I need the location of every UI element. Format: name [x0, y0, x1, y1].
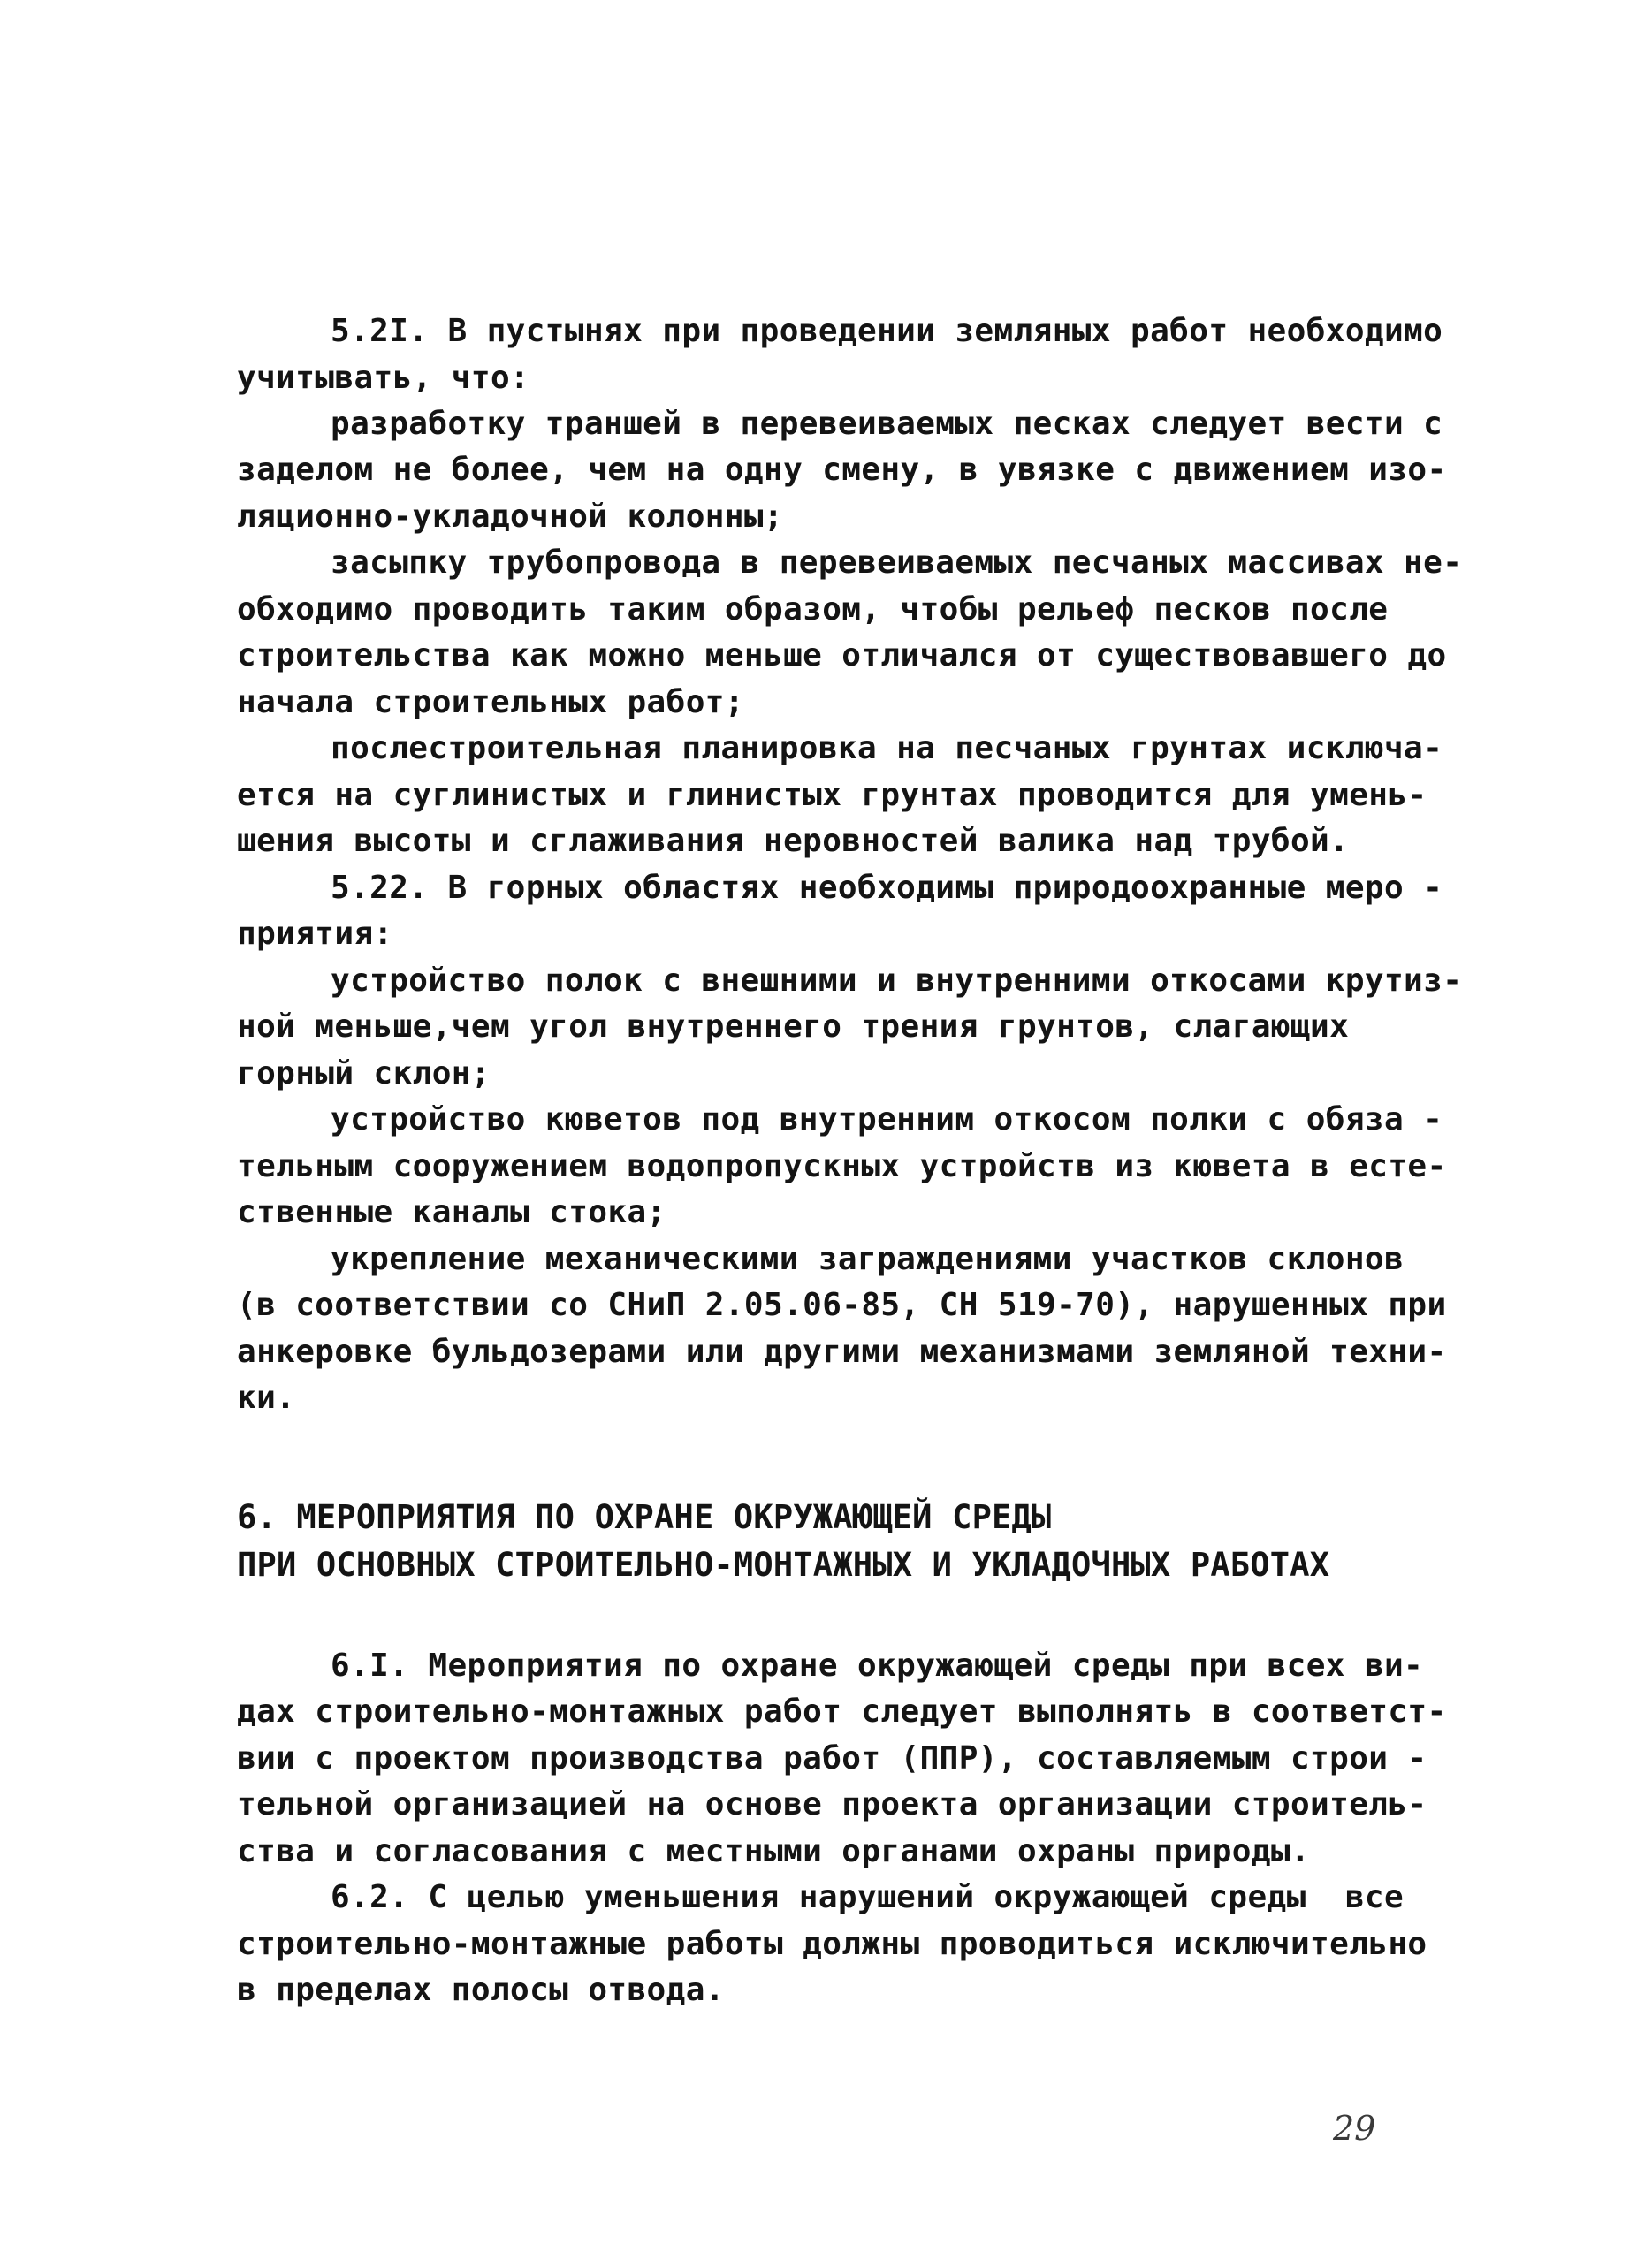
paragraph-5-22-line-11: анкеровке бульдозерами или другими механизмами земляной техни- [237, 1334, 1447, 1370]
paragraph-5-22-line-6: устройство кюветов под внутренним откосом полки с обяза - [331, 1101, 1443, 1138]
paragraph-5-21-line-6: засыпку трубопровода в перевеиваемых песчаных массивах не- [331, 544, 1463, 581]
paragraph-5-21-line-11: ется на суглинистых и глинистых грунтах проводится для умень- [237, 777, 1427, 813]
paragraph-5-22-line-1: 5.22. В горных областях необходимы природоохранные меро - [331, 870, 1443, 906]
paragraph-6-2-line-2: строительно-монтажные работы должны проводиться исключительно [237, 1926, 1427, 1962]
paragraph-6-1-line-1: 6.I. Мероприятия по охране окружающей среды при всех ви- [331, 1647, 1424, 1684]
paragraph-5-21-line-9: начала строительных работ; [237, 684, 744, 720]
paragraph-5-21-line-5: ляционно-укладочной колонны; [237, 498, 784, 535]
paragraph-5-21-line-12: шения высоты и сглаживания неровностей валика над трубой. [237, 823, 1350, 859]
paragraph-5-22-line-8: ственные каналы стока; [237, 1194, 666, 1230]
paragraph-5-22-line-10: (в соответствии со СНиП 2.05.06-85, СН 519-70), нарушенных при [237, 1287, 1447, 1323]
section-6-heading-line-2: ПРИ ОСНОВНЫХ СТРОИТЕЛЬНО-МОНТАЖНЫХ И УКЛАДОЧНЫХ РАБОТАХ [237, 1546, 1330, 1584]
paragraph-5-21-line-4: заделом не более, чем на одну смену, в увязке с движением изо- [237, 452, 1447, 488]
paragraph-5-21-line-2: учитывать, что: [237, 360, 530, 396]
paragraph-5-21-line-1: 5.2I. В пустынях при проведении земляных работ необходимо [331, 313, 1443, 349]
section-6-heading-line-1: 6. МЕРОПРИЯТИЯ ПО ОХРАНЕ ОКРУЖАЮЩЕЙ СРЕДЫ [237, 1498, 1052, 1536]
paragraph-5-22-line-3: устройство полок с внешними и внутренними откосами крутиз- [331, 963, 1463, 999]
paragraph-5-22-line-4: ной меньше,чем угол внутреннего трения грунтов, слагающих [237, 1008, 1350, 1045]
paragraph-6-1-line-2: дах строительно-монтажных работ следует выполнять в соответст- [237, 1693, 1447, 1730]
paragraph-5-22-line-12: ки. [237, 1380, 296, 1416]
paragraph-6-1-line-4: тельной организацией на основе проекта организации строитель- [237, 1786, 1427, 1822]
paragraph-5-22-line-5: горный склон; [237, 1055, 491, 1092]
paragraph-5-21-line-7: обходимо проводить таким образом, чтобы рельеф песков после [237, 591, 1389, 628]
paragraph-5-22-line-2: приятия: [237, 916, 393, 952]
paragraph-5-21-line-3: разработку траншей в перевеиваемых песках следует вести с [331, 406, 1443, 442]
paragraph-5-22-line-9: укрепление механическими заграждениями участков склонов [331, 1241, 1405, 1277]
paragraph-5-21-line-8: строительства как можно меньше отличался от существовавшего до [237, 637, 1447, 673]
paragraph-6-1-line-5: ства и согласования с местными органами охраны природы. [237, 1833, 1311, 1869]
paragraph-5-21-line-10: послестроительная планировка на песчаных грунтах исключа- [331, 730, 1443, 766]
paragraph-6-2-line-1: 6.2. С целью уменьшения нарушений окружающей среды все [331, 1879, 1405, 1915]
paragraph-6-2-line-3: в пределах полосы отвода. [237, 1972, 725, 2008]
page-number: 29 [1333, 2109, 1376, 2148]
paragraph-5-22-line-7: тельным сооружением водопропускных устройств из кювета в есте- [237, 1148, 1447, 1184]
paragraph-6-1-line-3: вии с проектом производства работ (ППР), составляемым строи - [237, 1740, 1427, 1777]
